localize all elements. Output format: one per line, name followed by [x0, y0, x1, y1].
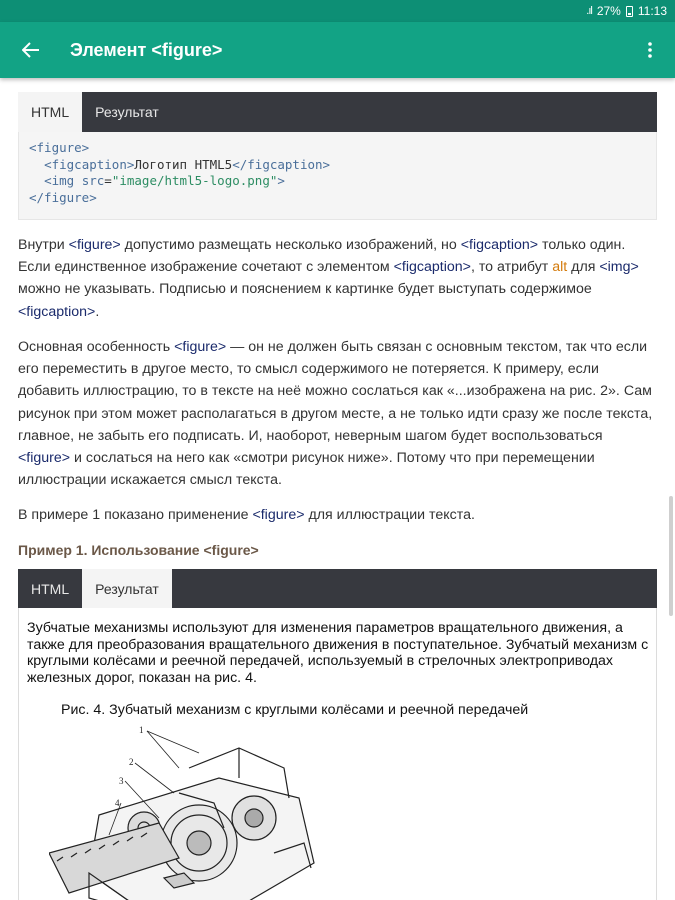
result-text: Зубчатые механизмы используют для изменения параметров вращательного движения, а также для преобразования вращательного движения в поступательное. Зубчатый механизм с круглыми колёсами и реечной передачей, используемый в стрелочных электроприводах железных дорог, показан на рис. 4.	[27, 620, 649, 686]
page-title: Элемент <figure>	[70, 39, 223, 60]
back-arrow-icon[interactable]	[0, 22, 62, 78]
status-bar	[0, 0, 675, 22]
signal-icon: .ıl	[586, 5, 592, 17]
paragraph-2: Основная особенность <figure> — он не должен быть связан с основным текстом, так что если его переместить в другое место, то смысл содержимого не потеряется. К примеру, если добавить иллюстрацию, то в тексте на неё можно сослаться как «...изображена на рис. 2». Сам рисунок при этом может располагаться в другом месте, а не только идти сразу же после текста, главное, не забыть его подписать. И, наоборот, неверным шагом будет воспользоваться <figure> и сослаться на него как «смотри рисунок ниже». Потому что при перемещении иллюстрации искажается смысл текста.	[18, 339, 653, 489]
tab-html-2[interactable]: HTML	[31, 581, 70, 597]
battery-icon	[626, 6, 633, 17]
callout-1: 1	[139, 725, 144, 735]
tab-result-2[interactable]: Результат	[82, 569, 172, 609]
tab-result-1[interactable]: Результат	[95, 104, 159, 120]
paragraph-1: Внутри <figure> допустимо размещать несколько изображений, но <figcaption> только один. Если единственное изображение сочетают с элементом <figcaption>, то атрибут alt для <img> можно не указывать. Подписью и пояснением к картинке будет выступать содержимое <figcaption>.	[18, 237, 639, 320]
code-block: <figure> <figcaption>Логотип HTML5</figcaption> <img src="image/html5-logo.png"> </figure>	[18, 132, 657, 220]
more-vert-icon[interactable]	[625, 22, 675, 78]
tab-html-1[interactable]: HTML	[18, 92, 82, 132]
code-tabs-1	[18, 92, 657, 132]
gear-mechanism-illustration	[49, 723, 329, 900]
paragraph-3: В примере 1 показано применение <figure> для иллюстрации текста.	[18, 507, 475, 523]
figure-caption: Рис. 4. Зубчатый механизм с круглыми колёсами и реечной передачей	[61, 702, 529, 718]
callout-2: 2	[129, 757, 134, 767]
app-bar	[0, 22, 675, 78]
result-panel	[18, 608, 657, 900]
clock: 11:13	[637, 4, 667, 18]
callout-4: 4	[115, 798, 120, 808]
article-content	[0, 78, 675, 900]
code-tabs-2	[18, 569, 657, 609]
scrollbar-thumb[interactable]	[669, 496, 673, 616]
example-heading: Пример 1. Использование <figure>	[18, 542, 259, 558]
battery-level: 27%	[596, 4, 621, 18]
callout-3: 3	[119, 776, 124, 786]
